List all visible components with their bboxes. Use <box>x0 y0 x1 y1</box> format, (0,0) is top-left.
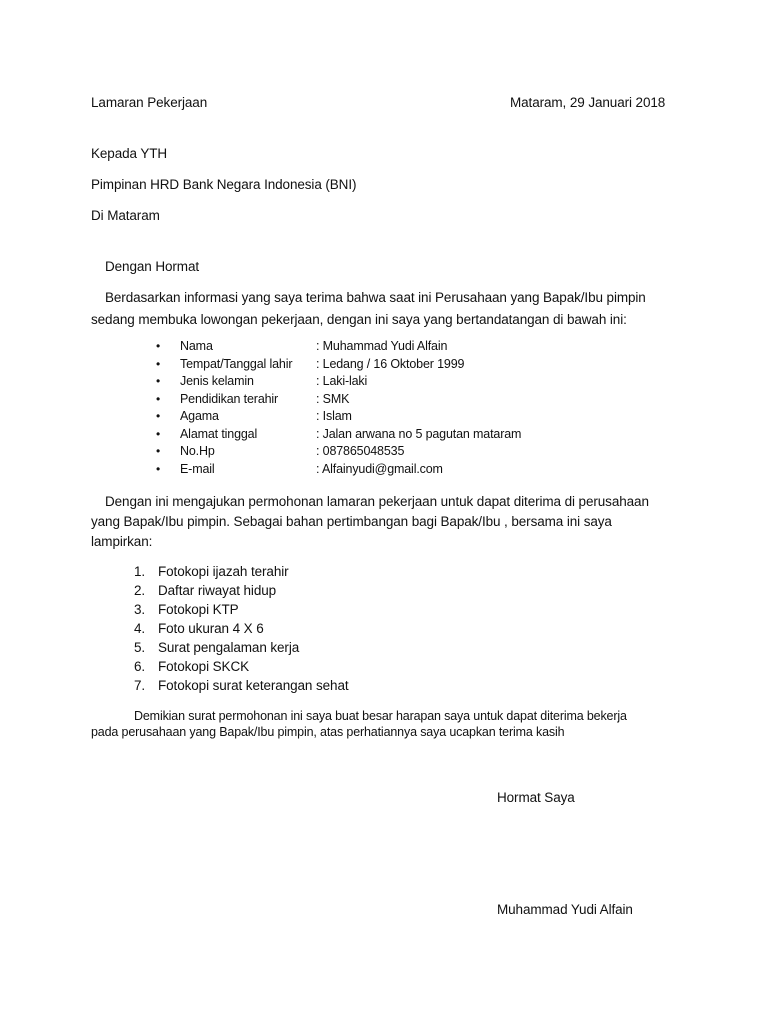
personal-data-value: : SMK <box>316 392 350 406</box>
attachment-number: 4. <box>134 621 146 636</box>
personal-data-label: E-mail <box>180 462 215 476</box>
personal-data-label: No.Hp <box>180 444 215 458</box>
intro-line-1: Berdasarkan informasi yang saya terima bahwa saat ini Perusahaan yang Bapak/Ibu pimpin <box>105 290 646 305</box>
personal-data-value: : Islam <box>316 409 352 423</box>
personal-data-value: : Alfainyudi@gmail.com <box>316 462 443 476</box>
bullet-icon: • <box>156 374 161 388</box>
personal-data-label: Nama <box>180 339 213 353</box>
personal-data-label: Tempat/Tanggal lahir <box>180 357 293 371</box>
recipient-line-2: Pimpinan HRD Bank Negara Indonesia (BNI) <box>91 177 357 192</box>
recipient-line-1: Kepada YTH <box>91 146 168 161</box>
bullet-icon: • <box>156 339 161 353</box>
bullet-icon: • <box>156 462 161 476</box>
closing-line-2: pada perusahaan yang Bapak/Ibu pimpin, atas perhatiannya saya ucapkan terima kasih <box>91 725 565 739</box>
attachment-number: 3. <box>134 602 146 617</box>
attachment-text: Fotokopi KTP <box>158 602 239 617</box>
closing-line-1: Demikian surat permohonan ini saya buat besar harapan saya untuk dapat diterima bekerja <box>134 709 627 723</box>
application-line-2: yang Bapak/Ibu pimpin. Sebagai bahan pertimbangan bagi Bapak/Ibu , bersama ini saya <box>91 514 612 529</box>
bullet-icon: • <box>156 427 161 441</box>
intro-line-2: sedang membuka lowongan pekerjaan, dengan ini saya yang bertandatangan di bawah ini: <box>91 312 627 327</box>
signature-name: Muhammad Yudi Alfain <box>497 902 633 917</box>
personal-data-value: : Ledang / 16 Oktober 1999 <box>316 357 465 371</box>
attachment-number: 1. <box>134 564 146 579</box>
letter-subject: Lamaran Pekerjaan <box>91 95 208 110</box>
attachment-number: 2. <box>134 583 146 598</box>
attachment-text: Surat pengalaman kerja <box>158 640 300 655</box>
attachment-number: 5. <box>134 640 146 655</box>
recipient-line-3: Di Mataram <box>91 208 160 223</box>
bullet-icon: • <box>156 444 161 458</box>
personal-data-value: : Jalan arwana no 5 pagutan mataram <box>316 427 522 441</box>
attachment-text: Foto ukuran 4 X 6 <box>158 621 264 636</box>
bullet-icon: • <box>156 392 161 406</box>
personal-data-label: Alamat tinggal <box>180 427 258 441</box>
personal-data-label: Agama <box>180 409 219 423</box>
bullet-icon: • <box>156 409 161 423</box>
bullet-icon: • <box>156 357 161 371</box>
attachment-number: 7. <box>134 678 146 693</box>
signature-salutation: Hormat Saya <box>497 790 575 805</box>
attachment-number: 6. <box>134 659 146 674</box>
attachment-text: Daftar riwayat hidup <box>158 583 277 598</box>
personal-data-label: Pendidikan terahir <box>180 392 279 406</box>
personal-data-value: : Laki-laki <box>316 374 368 388</box>
attachment-text: Fotokopi SKCK <box>158 659 249 674</box>
personal-data-value: : Muhammad Yudi Alfain <box>316 339 448 353</box>
greeting: Dengan Hormat <box>105 259 199 274</box>
application-line-1: Dengan ini mengajukan permohonan lamaran pekerjaan untuk dapat diterima di perusahaan <box>105 494 649 509</box>
personal-data-label: Jenis kelamin <box>180 374 254 388</box>
attachment-text: Fotokopi surat keterangan sehat <box>158 678 349 693</box>
letter-place-date: Mataram, 29 Januari 2018 <box>510 95 666 110</box>
personal-data-value: : 087865048535 <box>316 444 405 458</box>
application-line-3: lampirkan: <box>91 534 153 549</box>
attachment-text: Fotokopi ijazah terahir <box>158 564 289 579</box>
